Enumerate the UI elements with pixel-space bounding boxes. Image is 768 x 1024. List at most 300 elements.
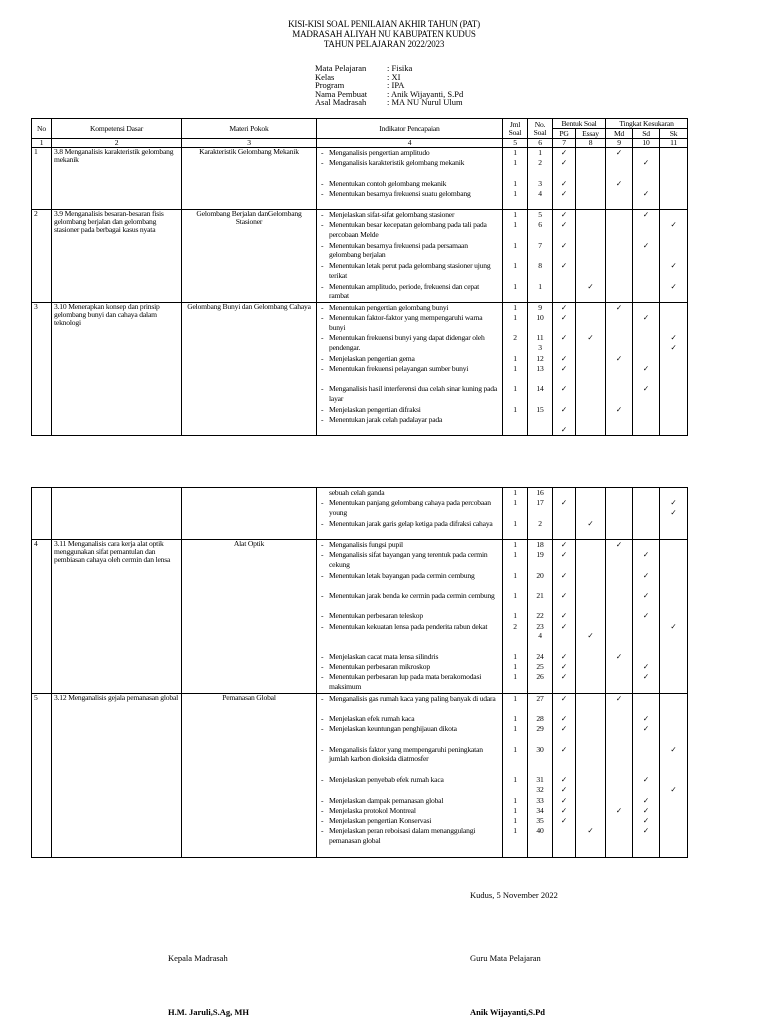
column-number: 3 bbox=[182, 139, 317, 148]
jml-soal-cell bbox=[503, 302, 528, 436]
indikator-item bbox=[319, 806, 500, 816]
essay-mark: ✓ bbox=[587, 333, 594, 343]
md-mark bbox=[608, 672, 630, 692]
jml-soal: 1 bbox=[513, 744, 517, 754]
sd-mark bbox=[635, 354, 657, 364]
materi-pokok: Gelombang Bunyi dan Gelombang Cahaya bbox=[182, 302, 317, 436]
bullet-dash: - bbox=[321, 188, 324, 198]
jml-soal: 1 bbox=[513, 550, 517, 560]
essay-mark: ✓ bbox=[587, 631, 594, 641]
indikator-text: Menganalisis hasil interferensi dua celah sinar kuning pada layar bbox=[329, 384, 498, 403]
essay-mark-cell bbox=[576, 693, 606, 857]
indikator-text: Menentukan letak bayangan pada cermin cembung bbox=[329, 570, 475, 580]
column-number: 9 bbox=[606, 139, 633, 148]
indikator-item bbox=[319, 261, 500, 281]
essay-mark bbox=[578, 415, 603, 435]
indikator-item bbox=[319, 775, 500, 795]
pg-mark: ✓ bbox=[560, 188, 568, 198]
jml-soal: 1 bbox=[513, 570, 517, 580]
sd-mark bbox=[635, 405, 657, 415]
sk-mark bbox=[662, 415, 685, 435]
essay-mark bbox=[578, 662, 603, 672]
pg-mark: ✓ bbox=[560, 158, 568, 168]
bullet-dash: - bbox=[321, 302, 324, 312]
pg-mark: ✓ bbox=[560, 652, 568, 662]
bullet-dash: - bbox=[321, 220, 324, 230]
pg-mark bbox=[555, 519, 573, 539]
no-soal: 26 bbox=[536, 672, 544, 682]
table-body-page-2 bbox=[32, 488, 688, 858]
sk-mark-cell bbox=[660, 693, 688, 857]
pg-mark: ✓ bbox=[560, 424, 568, 434]
kompetensi-dasar: 3.12 Menganalisis gejala pemanasan global bbox=[52, 693, 182, 857]
md-mark bbox=[608, 282, 630, 302]
indikator-item bbox=[319, 796, 500, 806]
pg-mark: ✓ bbox=[560, 816, 568, 826]
sd-mark: ✓ bbox=[642, 364, 650, 374]
md-mark bbox=[608, 796, 630, 806]
sd-mark: ✓ bbox=[642, 550, 650, 560]
jml-soal: 1 bbox=[513, 826, 517, 836]
essay-mark bbox=[578, 303, 603, 313]
header-md: Md bbox=[606, 129, 633, 139]
sk-mark bbox=[662, 672, 685, 692]
pg-mark-cell bbox=[553, 302, 576, 436]
md-mark bbox=[608, 775, 630, 795]
jml-soal: 1 bbox=[513, 693, 517, 703]
column-number: 7 bbox=[553, 139, 576, 148]
teacher-role: Guru Mata Pelajaran bbox=[470, 953, 541, 963]
bullet-dash: - bbox=[321, 384, 324, 394]
sd-mark-cell bbox=[633, 693, 660, 857]
indikator-text: Menentukan besarnya frekuensi pada persamaan gelombang berjalan bbox=[329, 240, 468, 260]
jml-soal: 1 bbox=[513, 795, 517, 805]
jml-soal: 1 bbox=[513, 714, 517, 724]
no-soal: 33 bbox=[536, 795, 544, 805]
header-kompetensi: Kompetensi Dasar bbox=[52, 119, 182, 139]
indikator-text: Menjelaskan pengertian gema bbox=[329, 353, 415, 363]
indikator-item bbox=[319, 611, 500, 621]
jml-soal: 1 bbox=[513, 611, 517, 621]
pg-mark: ✓ bbox=[560, 353, 568, 363]
indikator-item bbox=[319, 148, 500, 158]
indikator-text: Menentukan frekuensi bunyi yang dapat didengar oleh pendengar. bbox=[329, 333, 485, 352]
jml-soal: 1 bbox=[513, 210, 517, 220]
sk-mark bbox=[662, 806, 685, 816]
materi-pokok: Pemanasan Global bbox=[182, 693, 317, 857]
sd-mark-cell bbox=[633, 210, 660, 303]
jml-soal: 1 bbox=[513, 158, 517, 168]
column-number: 2 bbox=[52, 139, 182, 148]
essay-mark-cell bbox=[576, 210, 606, 303]
md-mark: ✓ bbox=[615, 539, 623, 549]
sd-mark: ✓ bbox=[642, 816, 650, 826]
no-soal: 30 bbox=[536, 744, 544, 754]
row-number: 2 bbox=[32, 210, 52, 303]
meta-label: Program bbox=[315, 80, 345, 91]
md-mark-cell bbox=[606, 148, 633, 210]
indikator-item bbox=[319, 591, 500, 611]
md-mark bbox=[608, 662, 630, 672]
jml-soal-cell bbox=[503, 210, 528, 303]
indikator-text: Menentukan jarak celah padalayar pada bbox=[329, 415, 443, 425]
jml-soal: 2 bbox=[513, 333, 517, 343]
indikator-item bbox=[319, 662, 500, 672]
indikator-cell bbox=[317, 302, 503, 436]
bullet-dash: - bbox=[321, 611, 324, 621]
pg-mark: ✓ bbox=[560, 302, 568, 312]
bullet-dash: - bbox=[321, 816, 324, 826]
indikator-text: Menentukan contoh gelombang mekanik bbox=[329, 178, 447, 188]
indikator-text: Menjelaskan efek rumah kaca bbox=[329, 714, 415, 724]
indikator-item bbox=[319, 189, 500, 209]
bullet-dash: - bbox=[321, 281, 324, 291]
bullet-dash: - bbox=[321, 714, 324, 724]
meta-value: : Anik Wijayanti, S.Pd bbox=[387, 88, 464, 99]
md-mark: ✓ bbox=[615, 178, 623, 188]
indikator-item bbox=[319, 384, 500, 404]
pg-mark: ✓ bbox=[560, 333, 568, 343]
jml-soal: 1 bbox=[513, 148, 517, 157]
sk-mark bbox=[662, 519, 685, 539]
indikator-text: Menentukan jarak garis gelap ketiga pada difraksi cahaya bbox=[329, 518, 493, 528]
indikator-item bbox=[319, 652, 500, 662]
jml-soal: 1 bbox=[513, 662, 517, 672]
pg-mark: ✓ bbox=[560, 148, 568, 157]
md-mark bbox=[608, 488, 630, 498]
meta-row bbox=[315, 98, 463, 107]
essay-mark bbox=[578, 591, 603, 611]
indikator-text: Menentukan perbesaran lup pada mata berakomodasi maksimum bbox=[329, 672, 482, 691]
indikator-item bbox=[319, 498, 500, 518]
bullet-dash: - bbox=[321, 826, 324, 836]
bullet-dash: - bbox=[321, 313, 324, 323]
no-soal-cell bbox=[528, 539, 553, 693]
sd-mark-cell bbox=[633, 488, 660, 540]
sd-mark-cell bbox=[633, 148, 660, 210]
pg-mark: ✓ bbox=[560, 672, 568, 682]
header-no: No bbox=[32, 119, 52, 139]
sk-mark bbox=[662, 241, 685, 261]
bullet-dash: - bbox=[321, 178, 324, 188]
no-soal: 7 bbox=[538, 240, 542, 250]
indikator-item bbox=[319, 241, 500, 261]
column-number: 8 bbox=[576, 139, 606, 148]
md-mark bbox=[608, 591, 630, 611]
header-tingkat-kesukaran: Tingkat Kesukaran bbox=[606, 119, 688, 129]
indikator-item bbox=[319, 622, 500, 653]
sd-mark bbox=[635, 282, 657, 302]
essay-mark bbox=[578, 611, 603, 621]
no-soal: 1 bbox=[538, 148, 542, 157]
no-soal: 28 bbox=[536, 714, 544, 724]
indikator-text: Menentukan pengertian gelombang bunyi bbox=[329, 302, 449, 312]
pg-mark: ✓ bbox=[560, 570, 568, 580]
indikator-text: Menganalisis gas rumah kaca yang paling banyak di udara bbox=[329, 693, 496, 703]
sd-mark bbox=[635, 745, 657, 776]
jml-soal: 1 bbox=[513, 775, 517, 785]
meta-value: : XI bbox=[387, 71, 401, 82]
column-number: 5 bbox=[503, 139, 528, 148]
bullet-dash: - bbox=[321, 775, 324, 785]
essay-mark-cell bbox=[576, 148, 606, 210]
sd-mark bbox=[635, 694, 657, 714]
essay-mark bbox=[578, 571, 603, 591]
essay-mark bbox=[578, 540, 603, 550]
no-soal: 22 bbox=[536, 611, 544, 621]
essay-mark bbox=[578, 148, 603, 158]
sk-mark bbox=[662, 405, 685, 415]
materi-pokok: Alat Optik bbox=[182, 539, 317, 693]
place-date: Kudus, 5 November 2022 bbox=[470, 890, 558, 900]
sd-mark: ✓ bbox=[642, 240, 650, 250]
no-soal: 29 bbox=[536, 724, 544, 734]
no-soal: 11 3 bbox=[536, 333, 544, 352]
sk-mark bbox=[662, 611, 685, 621]
sk-mark bbox=[662, 550, 685, 570]
md-mark: ✓ bbox=[615, 806, 623, 816]
pg-mark: ✓ bbox=[560, 261, 568, 271]
indikator-item bbox=[319, 354, 500, 364]
meta-label: Asal Madrasah bbox=[315, 97, 367, 108]
sk-mark-cell bbox=[660, 302, 688, 436]
meta-value: : MA NU Nurul Ulum bbox=[387, 97, 463, 108]
pg-mark-cell bbox=[553, 488, 576, 540]
row-number: 1 bbox=[32, 148, 52, 210]
bullet-dash: - bbox=[321, 806, 324, 816]
essay-mark-cell bbox=[576, 488, 606, 540]
essay-mark bbox=[578, 672, 603, 692]
pg-mark: ✓ bbox=[560, 662, 568, 672]
no-soal: 4 bbox=[538, 188, 542, 198]
indikator-text: Menentukan panjang gelombang cahaya pada percobaan young bbox=[329, 498, 491, 517]
md-mark bbox=[608, 622, 630, 653]
sk-mark bbox=[662, 210, 685, 220]
bullet-dash: - bbox=[321, 240, 324, 250]
no-soal bbox=[530, 415, 550, 435]
sk-mark: ✓ ✓ bbox=[670, 498, 677, 517]
indikator-item bbox=[319, 540, 500, 550]
sk-mark bbox=[662, 816, 685, 826]
md-mark bbox=[608, 826, 630, 857]
pg-mark: ✓ bbox=[560, 498, 568, 508]
header-sk: Sk bbox=[660, 129, 688, 139]
sk-mark bbox=[662, 364, 685, 384]
essay-mark bbox=[578, 313, 603, 333]
essay-mark bbox=[578, 816, 603, 826]
indikator-text: Menganalisis karakteristik gelombang mekanik bbox=[329, 158, 465, 168]
bullet-dash: - bbox=[321, 621, 324, 631]
essay-mark bbox=[578, 364, 603, 384]
sd-mark bbox=[635, 333, 657, 353]
bullet-dash: - bbox=[321, 261, 324, 271]
bullet-dash: - bbox=[321, 498, 324, 508]
sd-mark: ✓ bbox=[642, 210, 650, 220]
essay-mark bbox=[578, 384, 603, 404]
meta-label: Nama Pembuat bbox=[315, 88, 368, 99]
sk-mark: ✓ bbox=[670, 744, 677, 754]
jml-soal-cell bbox=[503, 693, 528, 857]
no-soal: 18 bbox=[536, 539, 544, 549]
sd-mark bbox=[635, 519, 657, 539]
header-indikator: Indikator Pencapaian bbox=[317, 119, 503, 139]
essay-mark: ✓ bbox=[587, 518, 594, 528]
sk-mark bbox=[662, 158, 685, 178]
no-soal: 25 bbox=[536, 662, 544, 672]
bullet-dash: - bbox=[321, 158, 324, 168]
pg-mark: ✓ bbox=[560, 210, 568, 220]
indikator-text: Menentukan besarnya frekuensi suatu gelombang bbox=[329, 188, 471, 198]
meta-label: Mata Pelajaran bbox=[315, 63, 367, 73]
sd-mark: ✓ bbox=[642, 384, 650, 394]
sd-mark bbox=[635, 488, 657, 498]
bullet-dash: - bbox=[321, 333, 324, 343]
indikator-cell bbox=[317, 693, 503, 857]
bullet-dash: - bbox=[321, 518, 324, 528]
jml-soal: 1 bbox=[513, 498, 517, 508]
sk-mark bbox=[662, 148, 685, 158]
table-row bbox=[32, 302, 688, 436]
indikator-text: Menentukan letak perut pada gelombang stasioner ujung terikat bbox=[329, 261, 491, 280]
column-number: 11 bbox=[660, 139, 688, 148]
indikator-text: Menentukan perbesaran mikroskop bbox=[329, 662, 430, 672]
sk-mark bbox=[662, 714, 685, 724]
indikator-text: Menganalisis sifat bayangan yang terentuk pada cermin cekung bbox=[329, 550, 488, 569]
no-soal: 8 bbox=[538, 261, 542, 271]
bullet-dash: - bbox=[321, 662, 324, 672]
table-row bbox=[32, 693, 688, 857]
sd-mark: ✓ bbox=[642, 662, 650, 672]
sk-mark bbox=[662, 591, 685, 611]
sd-mark: ✓ bbox=[642, 714, 650, 724]
md-mark-cell bbox=[606, 539, 633, 693]
indikator-item bbox=[319, 826, 500, 857]
pg-mark: ✓ bbox=[560, 724, 568, 734]
indikator-text: Menganalisis faktor yang mempengaruhi peningkatan jumlah karbon dioksida diatmosfer bbox=[329, 744, 483, 764]
pg-mark: ✓ bbox=[560, 621, 568, 631]
no-soal-cell bbox=[528, 693, 553, 857]
sk-mark: ✓ bbox=[670, 220, 677, 230]
sd-mark: ✓ bbox=[642, 313, 650, 323]
jml-soal: 1 bbox=[513, 539, 517, 549]
indikator-item bbox=[319, 313, 500, 333]
jml-soal: 2 bbox=[513, 621, 517, 631]
kompetensi-dasar bbox=[52, 488, 182, 540]
bullet-dash: - bbox=[321, 539, 324, 549]
md-mark bbox=[608, 384, 630, 404]
md-mark bbox=[608, 611, 630, 621]
bullet-dash: - bbox=[321, 724, 324, 734]
indikator-text: Menentukan amplitudo, periode, frekuensi dan cepat rambat bbox=[329, 281, 480, 301]
no-soal: 10 bbox=[536, 313, 544, 323]
no-soal: 2 bbox=[538, 158, 542, 168]
jml-soal: 1 bbox=[513, 590, 517, 600]
meta-label: Kelas bbox=[315, 71, 335, 82]
indikator-item bbox=[319, 488, 500, 498]
indikator-text: sebuah celah ganda bbox=[329, 488, 385, 497]
md-mark bbox=[608, 714, 630, 724]
pg-mark: ✓ bbox=[560, 795, 568, 805]
essay-mark bbox=[578, 354, 603, 364]
row-number: 4 bbox=[32, 539, 52, 693]
jml-soal: 1 bbox=[513, 261, 517, 271]
jml-soal: 1 bbox=[513, 313, 517, 323]
indikator-item bbox=[319, 745, 500, 776]
pg-mark: ✓ bbox=[560, 313, 568, 323]
md-mark bbox=[608, 519, 630, 539]
sd-mark-cell bbox=[633, 539, 660, 693]
sk-mark-cell bbox=[660, 488, 688, 540]
column-number: 6 bbox=[528, 139, 553, 148]
indikator-cell bbox=[317, 210, 503, 303]
md-mark bbox=[608, 745, 630, 776]
indikator-text: Menjelaskan cacat mata lensa silindris bbox=[329, 652, 439, 662]
sk-mark bbox=[662, 724, 685, 744]
md-mark bbox=[608, 415, 630, 435]
pg-mark: ✓ bbox=[560, 384, 568, 394]
bullet-dash: - bbox=[321, 570, 324, 580]
table-row bbox=[32, 539, 688, 693]
materi-pokok: Gelombang Berjalan danGelombang Stasioner bbox=[182, 210, 317, 303]
sd-mark: ✓ bbox=[642, 724, 650, 734]
jml-soal: 1 bbox=[513, 188, 517, 198]
no-soal: 27 bbox=[536, 693, 544, 703]
bullet-dash: - bbox=[321, 210, 324, 220]
indikator-item bbox=[319, 816, 500, 826]
sd-mark bbox=[635, 498, 657, 518]
jml-soal: 1 bbox=[513, 384, 517, 394]
meta-value: : IPA bbox=[387, 80, 405, 91]
principal-name: H.M. Jaruli,S.Ag, MH bbox=[168, 1007, 249, 1017]
no-soal: 1 bbox=[538, 281, 542, 291]
jml-soal-cell bbox=[503, 539, 528, 693]
table-row bbox=[32, 488, 688, 540]
no-soal: 15 bbox=[536, 404, 544, 414]
sk-mark bbox=[662, 652, 685, 662]
essay-mark bbox=[578, 796, 603, 806]
indikator-item bbox=[319, 364, 500, 384]
table-row bbox=[32, 210, 688, 303]
sd-mark bbox=[635, 179, 657, 189]
essay-mark bbox=[578, 724, 603, 744]
row-number: 3 bbox=[32, 302, 52, 436]
header-jml-soal: Jml Soal bbox=[503, 119, 528, 139]
sk-mark bbox=[662, 662, 685, 672]
jml-soal-cell bbox=[503, 148, 528, 210]
header-essay: Essay bbox=[576, 129, 606, 139]
md-mark bbox=[608, 158, 630, 178]
indikator-item bbox=[319, 220, 500, 240]
bullet-dash: - bbox=[321, 590, 324, 600]
jml-soal-cell bbox=[503, 488, 528, 540]
jml-soal: 1 bbox=[513, 302, 517, 312]
row-number: 5 bbox=[32, 693, 52, 857]
pg-mark: ✓ bbox=[560, 611, 568, 621]
indikator-item bbox=[319, 282, 500, 302]
essay-mark bbox=[578, 189, 603, 209]
no-soal: 21 bbox=[536, 590, 544, 600]
md-mark bbox=[608, 498, 630, 518]
no-soal: 31 32 bbox=[536, 775, 544, 794]
no-soal: 2 bbox=[538, 518, 542, 528]
pg-mark: ✓ bbox=[560, 364, 568, 374]
sd-mark: ✓ bbox=[642, 826, 650, 836]
pg-mark: ✓ bbox=[560, 590, 568, 600]
jml-soal: 1 bbox=[513, 220, 517, 230]
indikator-text: Menentukan besar kecepatan gelombang pada tali pada percobaan Melde bbox=[329, 220, 487, 239]
indikator-item bbox=[319, 724, 500, 744]
pg-mark-cell bbox=[553, 210, 576, 303]
